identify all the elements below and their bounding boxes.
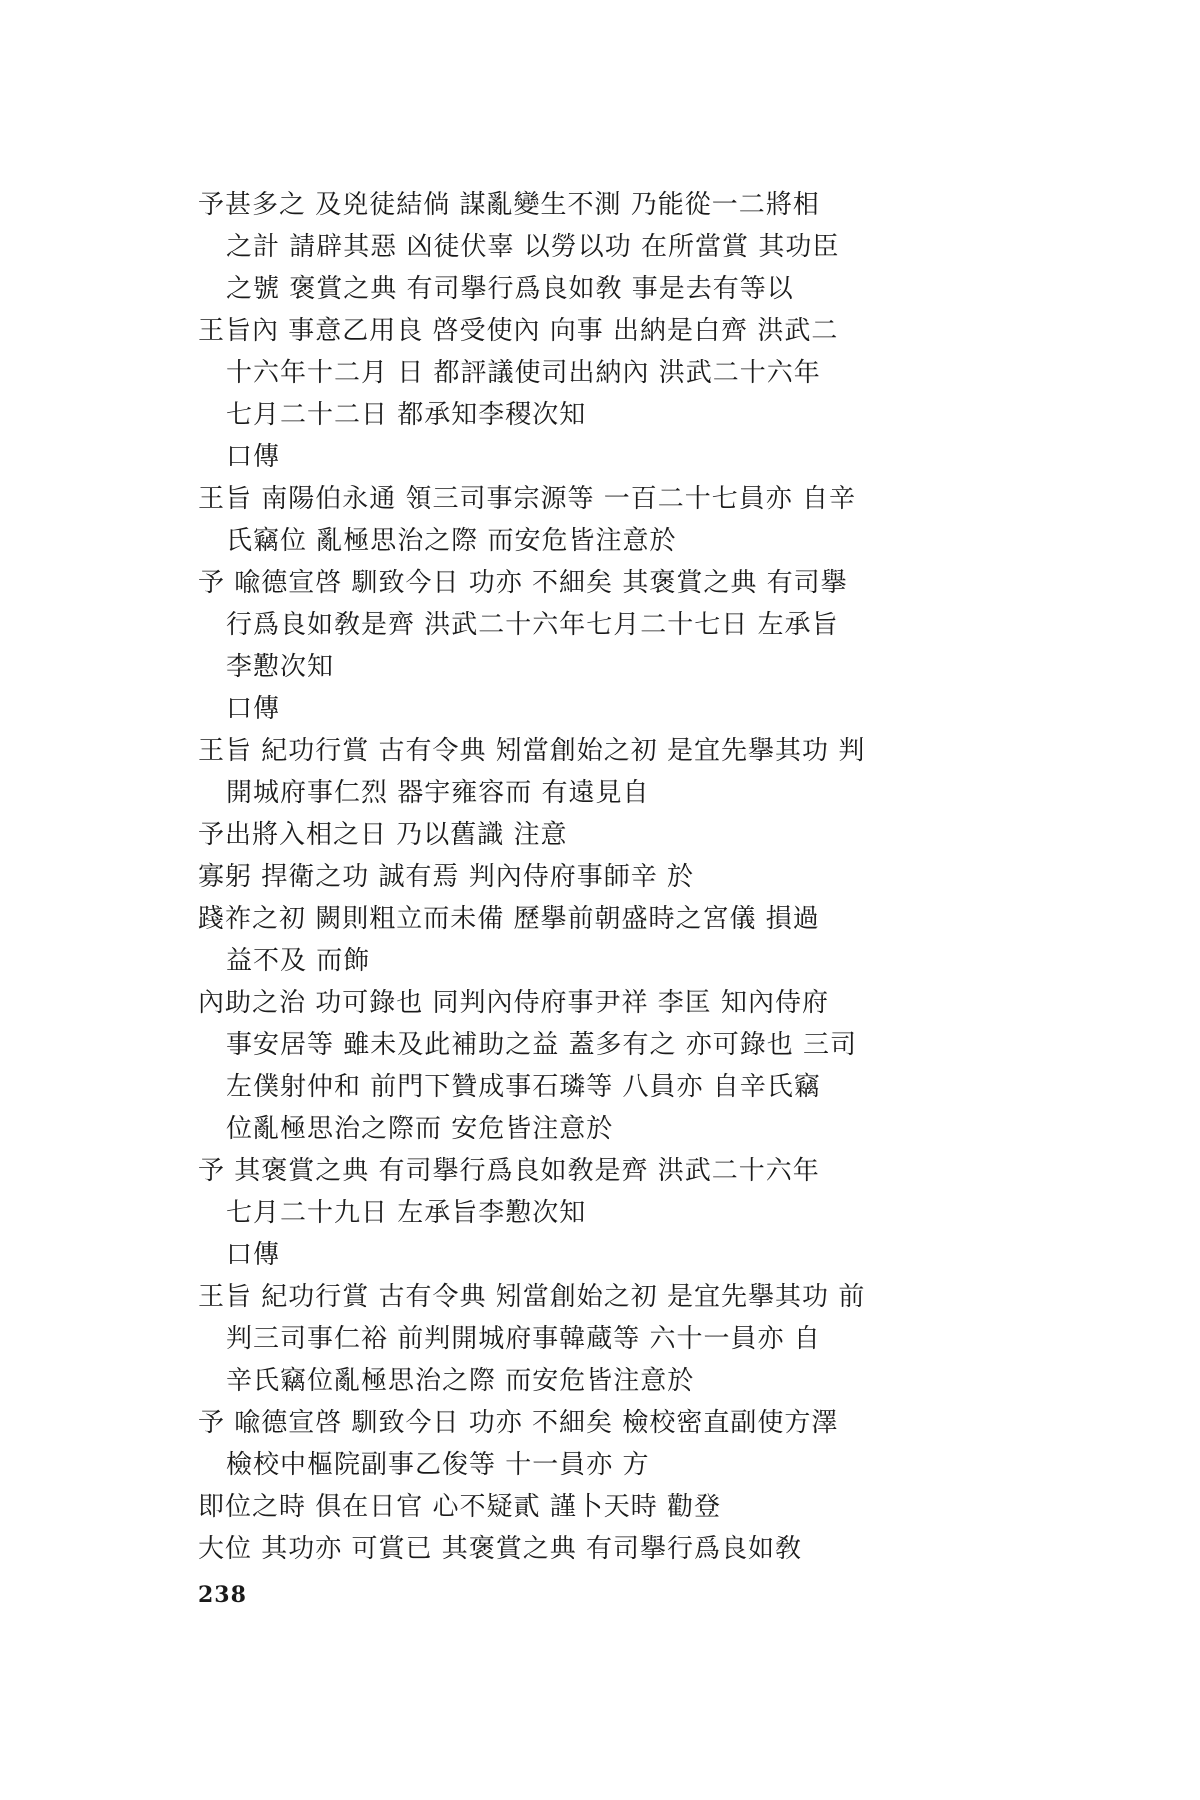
- text-line: 判三司事仁裕 前判開城府事韓蔵等 六十一員亦 自: [226, 1324, 821, 1354]
- text-line: 行爲良如敎是齊 洪武二十六年七月二十七日 左承旨: [226, 610, 839, 640]
- text-line: 予出將入相之日 乃以舊識 注意: [198, 820, 568, 850]
- text-line: 予甚多之 及兇徒結倘 謀亂變生不測 乃能從一二將相: [198, 190, 820, 220]
- text-line: 王旨 紀功行賞 古有令典 矧當創始之初 是宜先擧其功 判: [198, 736, 866, 766]
- text-line: 寡躬 捍衛之功 誠有焉 判內侍府事師辛 於: [198, 862, 695, 892]
- text-line: 李懃次知: [226, 652, 335, 682]
- text-line: 七月二十九日 左承旨李懃次知: [226, 1198, 587, 1228]
- text-line: 大位 其功亦 可賞已 其褒賞之典 有司擧行爲良如敎: [198, 1534, 803, 1564]
- text-line: 王旨 紀功行賞 古有令典 矧當創始之初 是宜先擧其功 前: [198, 1282, 866, 1312]
- text-line: 予 喩德宣啓 馴致今日 功亦 不細矣 其褒賞之典 有司擧: [198, 568, 848, 598]
- text-line: 益不及 而飾: [226, 946, 371, 976]
- text-line: 口傳: [226, 1240, 281, 1270]
- text-line: 事安居等 雖未及此補助之益 蓋多有之 亦可錄也 三司: [226, 1030, 858, 1060]
- text-line: 七月二十二日 都承知李稷次知: [226, 400, 587, 430]
- text-line: 踐祚之初 闕則粗立而未備 歷擧前朝盛時之宮儀 損過: [198, 904, 820, 934]
- text-line: 予 喩德宣啓 馴致今日 功亦 不細矣 檢校密直副使方澤: [198, 1408, 839, 1438]
- text-line: 內助之治 功可錄也 同判內侍府事尹祥 李匡 知內侍府: [198, 988, 830, 1018]
- page-number: 238: [198, 1582, 247, 1608]
- text-line: 王旨 南陽伯永通 領三司事宗源等 一百二十七員亦 自辛: [198, 484, 857, 514]
- text-line: 口傳: [226, 694, 281, 724]
- text-line: 檢校中樞院副事乙俊等 十一員亦 方: [226, 1450, 650, 1480]
- text-line: 氏竊位 亂極思治之際 而安危皆注意於: [226, 526, 677, 556]
- text-line: 辛氏竊位亂極思治之際 而安危皆注意於: [226, 1366, 695, 1396]
- text-line: 之號 褒賞之典 有司擧行爲良如敎 事是去有等以: [226, 274, 794, 304]
- text-line: 口傳: [226, 442, 281, 472]
- text-line: 開城府事仁烈 器宇雍容而 有遠見自: [226, 778, 650, 808]
- text-line: 予 其褒賞之典 有司擧行爲良如敎是齊 洪武二十六年: [198, 1156, 820, 1186]
- text-line: 左僕射仲和 前門下贊成事石璘等 八員亦 自辛氏竊: [226, 1072, 821, 1102]
- document-body: [198, 184, 958, 1570]
- text-line: 即位之時 俱在日官 心不疑貳 謹卜天時 勸登: [198, 1492, 722, 1522]
- text-line: 十六年十二月 日 都評議使司出納內 洪武二十六年: [226, 358, 821, 388]
- text-line: 之計 請辟其惡 凶徒伏辜 以勞以功 在所當賞 其功臣: [226, 232, 840, 262]
- text-line: 王旨內 事意乙用良 啓受使內 向事 出納是白齊 洪武二: [198, 316, 839, 346]
- text-line: 位亂極思治之際而 安危皆注意於: [226, 1114, 614, 1144]
